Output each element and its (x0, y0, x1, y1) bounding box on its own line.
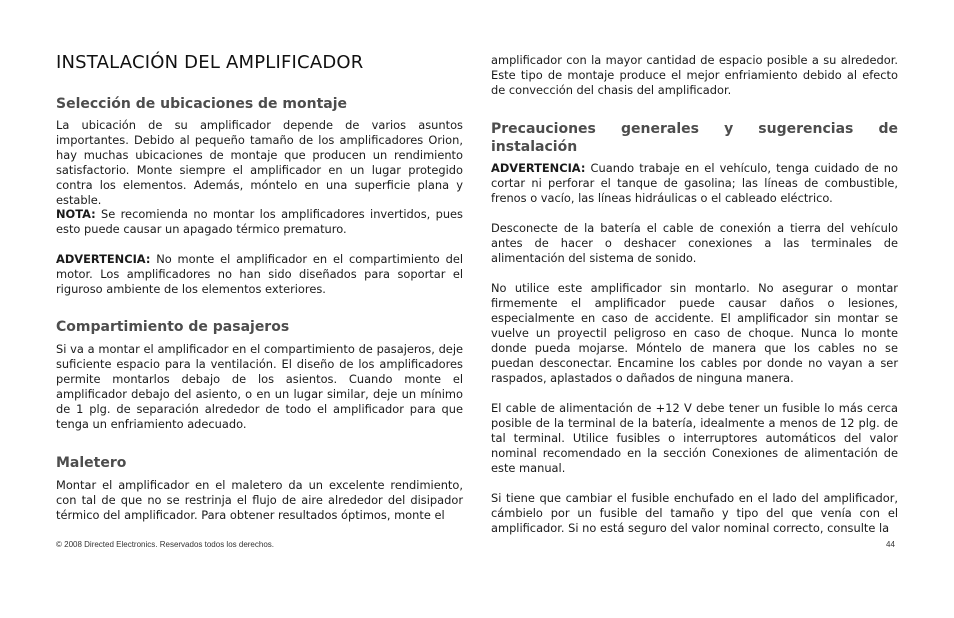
warning-label: ADVERTENCIA: (491, 161, 586, 175)
heading-general-precautions: Precauciones generales y sugerencias de instalación (491, 121, 898, 155)
page-number: 44 (886, 540, 895, 549)
warning-text: No monte el amplificador en el compartimiento del motor. Los amplificadores no han sido diseñados para soportar el riguroso ambiente de los elementos exteriores. (56, 252, 463, 296)
warning-label: ADVERTENCIA: (56, 252, 151, 266)
heading-mounting-locations: Selección de ubicaciones de montaje (56, 96, 348, 112)
paragraph-warning-engine (56, 252, 463, 297)
paragraph-nota (56, 207, 463, 237)
paragraph-trunk-continued: amplificador con la mayor cantidad de espacio posible a su alrededor. Este tipo de montaje produce el mejor enfriamiento debido al efecto de convección del chasis del amplificador. (491, 53, 898, 97)
paragraph-replace-fuse: Si tiene que cambiar el fusible enchufado en el lado del amplificador, cámbielo por un fusible del tamaño y tipo del que venía con el amplificador. Si no está seguro del valor nominal correcto, consulte la (491, 491, 898, 535)
paragraph-trunk: Montar el amplificador en el maletero da un excelente rendimiento, con tal de que no se restrinja el flujo de aire alrededor del disipador térmico del amplificador. Para obtener resultados óptimos, monte el (56, 478, 463, 522)
paragraph-battery: Desconecte de la batería el cable de conexión a tierra del vehículo antes de hacer o deshacer conexiones a las terminales de alimentación del sistema de sonido. (491, 221, 898, 265)
nota-label: NOTA: (56, 207, 96, 221)
paragraph-location: La ubicación de su amplificador depende de varios asuntos importantes. Debido al pequeño tamaño de los amplificadores Orion, hay muchas ubicaciones de montaje que producen un rendimiento satisfactorio. Monte siempre el amplificador en un lugar protegido contra los elementos. Además, móntelo en una superficie plana y estable. (56, 118, 463, 207)
paragraph-fuse: El cable de alimentación de +12 V debe tener un fusible lo más cerca posible de la terminal de la batería, idealmente a menos de 12 plg. de tal terminal. Utilice fusibles o interruptores automáticos del valor nominal recomendado en la sección Conexiones de alimentación de este manual. (491, 401, 898, 475)
copyright-notice: © 2008 Directed Electronics. Reservados todos los derechos. (56, 540, 275, 549)
heading-trunk: Maletero (56, 455, 127, 471)
paragraph-mounting: No utilice este amplificador sin montarlo. No asegurar o montar firmemente el amplificador puede causar daños o lesiones, especialmente en caso de accidente. El amplificador sin montar se vuelve un proyectil peligroso en caso de choque. Nunca lo monte donde pueda mojarse. Móntelo de manera que los cables no se puedan desconectar. Encamine los cables por donde no vayan a ser raspados, aplastados o dañados de ninguna manera. (491, 281, 898, 385)
warning-text: Cuando trabaje en el vehículo, tenga cuidado de no cortar ni perforar el tanque de gasolina; las líneas de combustible, frenos o vacío, las líneas hidráulicas o el cableado eléctrico. (491, 161, 898, 205)
paragraph-warning-vehicle (491, 161, 898, 206)
paragraph-passenger: Si va a montar el amplificador en el compartimiento de pasajeros, deje suficiente espacio para la ventilación. El diseño de los amplificadores permite montarlos debajo de los asientos. Cuando monte el amplificador debajo del asiento, o en un lugar similar, deje un mínimo de 1 plg. de separación alrededor de todo el amplificador para que tenga un enfriamiento adecuado. (56, 342, 463, 431)
page-title: INSTALACIÓN DEL AMPLIFICADOR (56, 52, 364, 73)
heading-passenger-compartment: Compartimiento de pasajeros (56, 319, 290, 335)
nota-text: Se recomienda no montar los amplificadores invertidos, pues esto puede causar un apagado térmico prematuro. (56, 207, 463, 236)
